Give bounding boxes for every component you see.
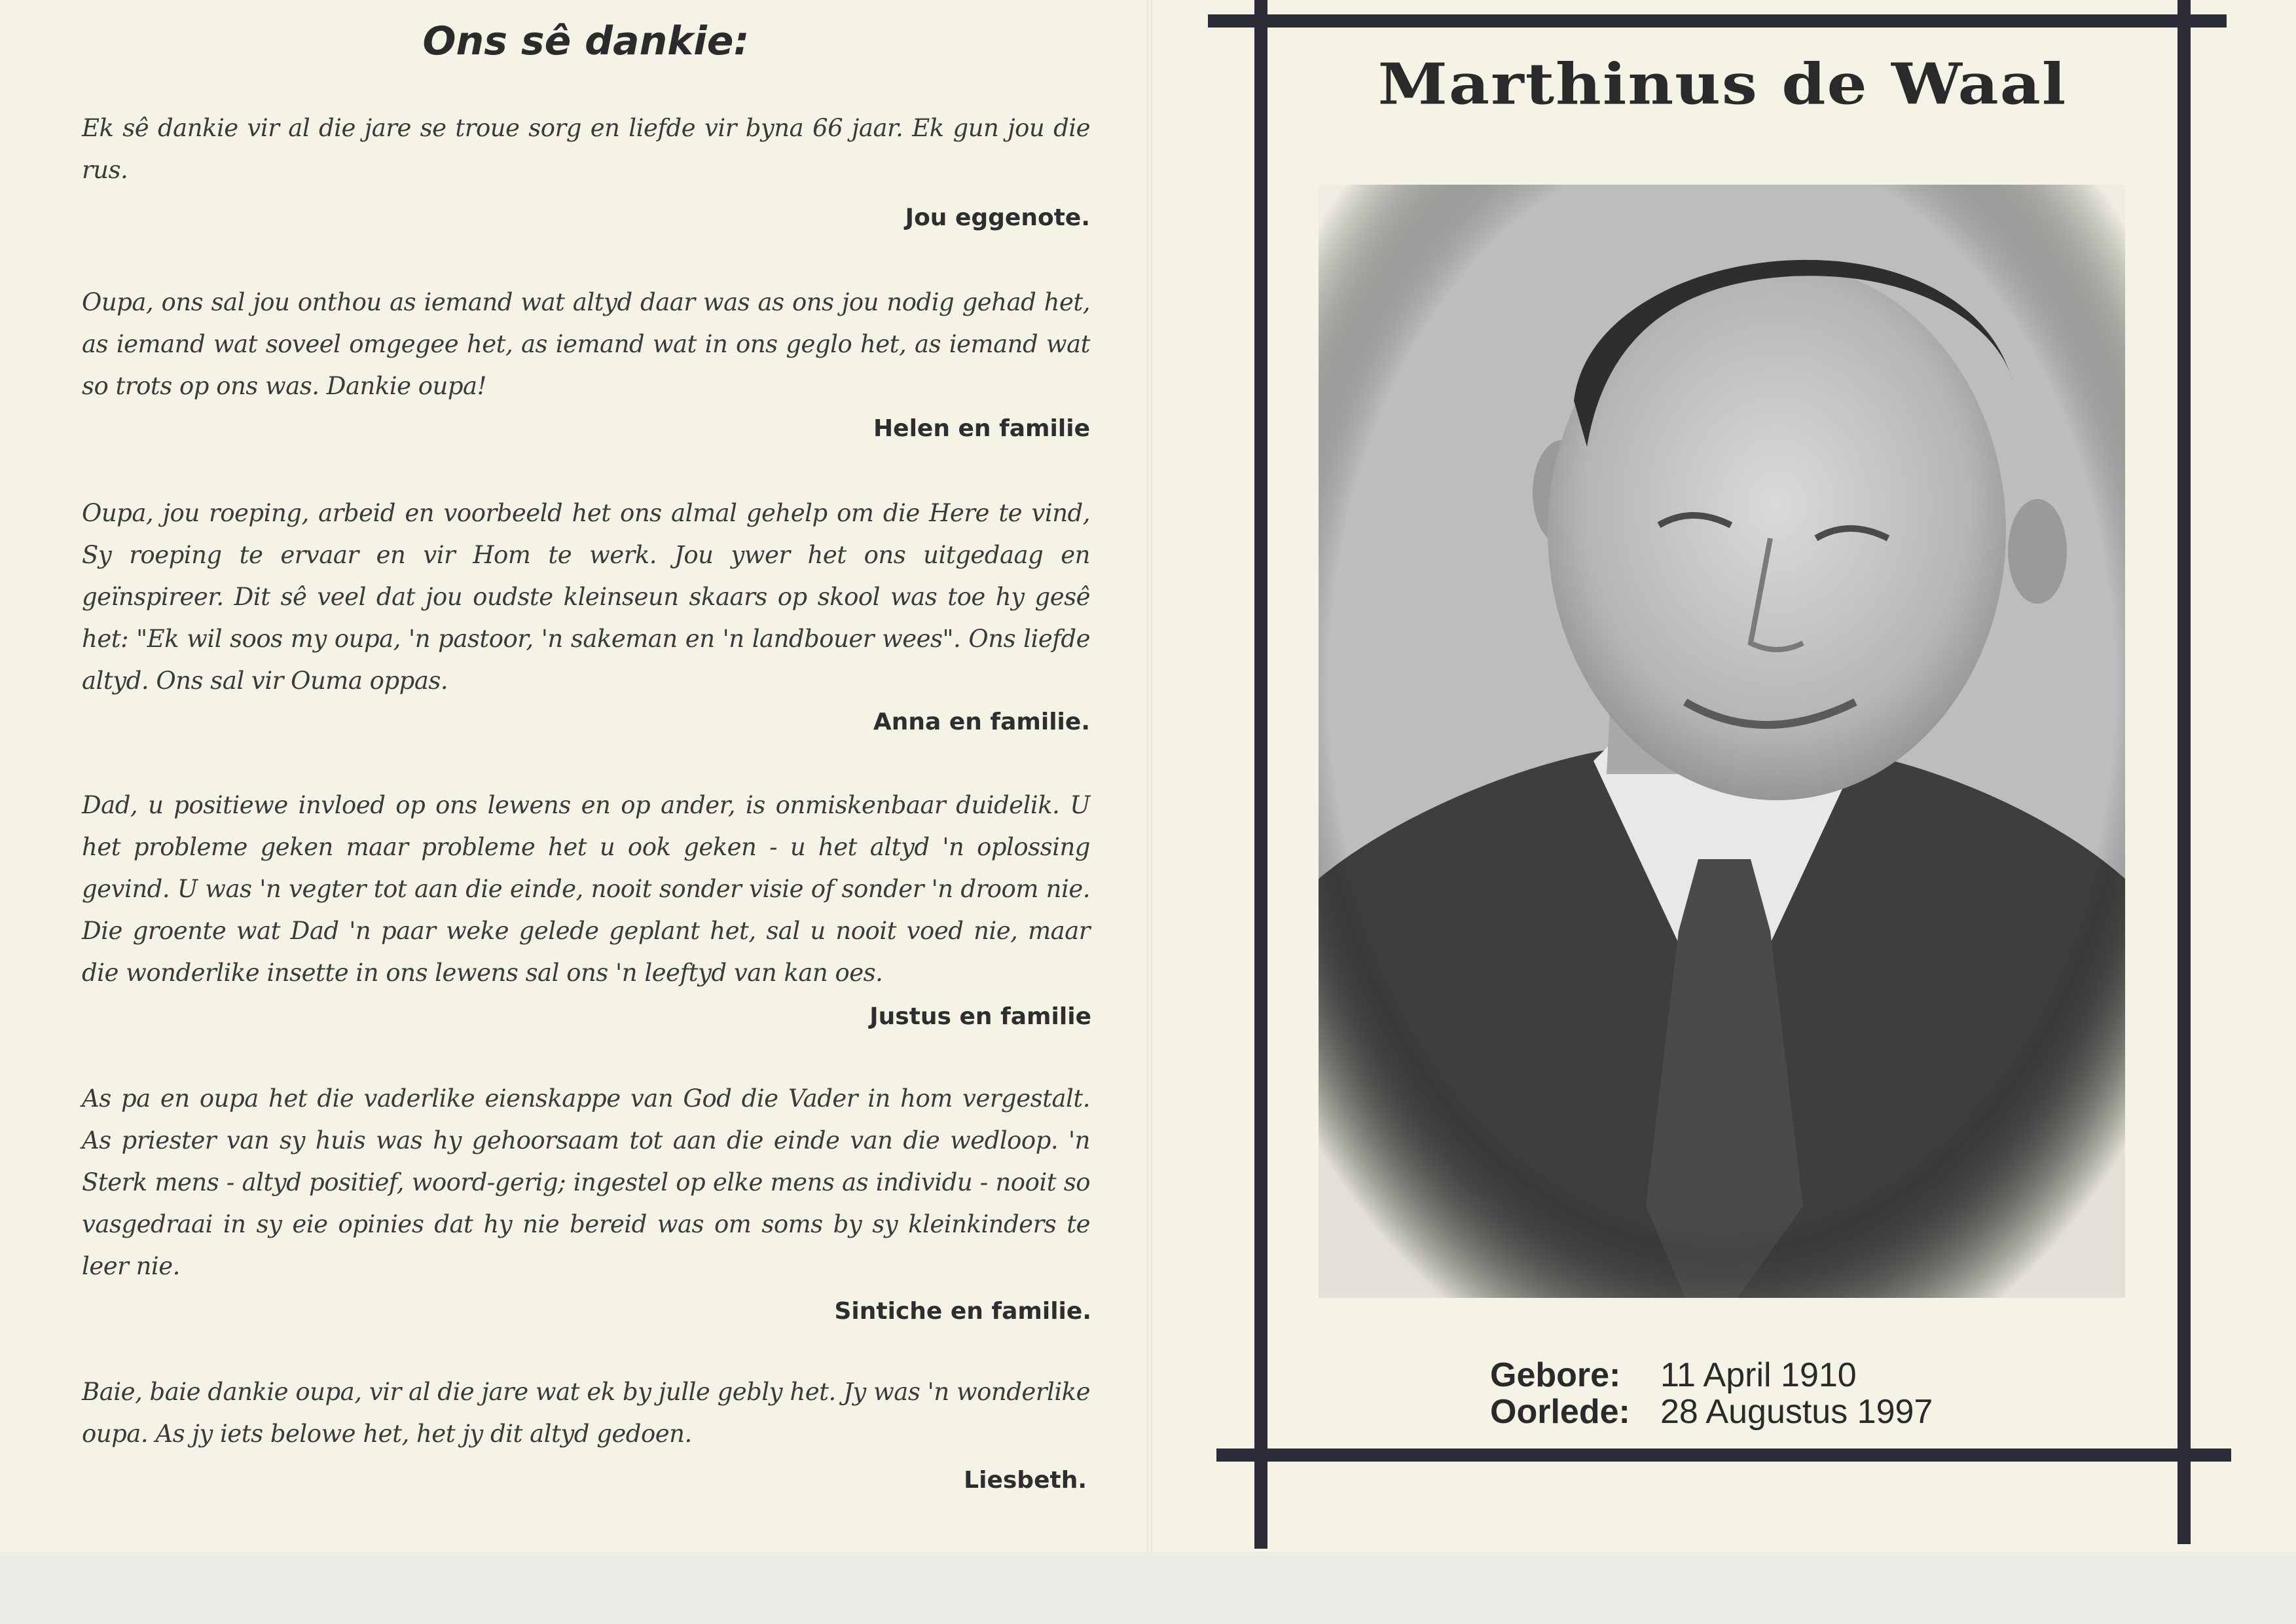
message-signature: Justus en familie xyxy=(869,1003,1091,1030)
frame-line-left xyxy=(1254,0,1267,1549)
born-row xyxy=(1490,1357,1933,1393)
message-text: Ek sê dankie vir al die jare se troue sorg en liefde vir byna 66 jaar. Ek gun jou die rus. xyxy=(82,114,1090,184)
message-block xyxy=(82,1371,1090,1455)
message-text: Oupa, jou roeping, arbeid en voorbeeld het ons almal gehelp om die Here te vind, Sy roeping te ervaar en vir Hom te werk. Jou ywer het ons uitgedaag en geïnspireer. Dit sê veel dat jou oudste kleinseun skaars op skool was toe hy gesê het: "Ek wil soos my oupa, 'n pastoor, 'n sakeman en 'n landbouer wees". Ons liefde altyd. Ons sal vir Ouma oppas. xyxy=(82,499,1090,695)
page-title: Ons sê dankie: xyxy=(422,18,750,64)
card-fold xyxy=(1147,0,1152,1552)
message-text: As pa en oupa het die vaderlike eienskappe van God die Vader in hom vergestalt. As priester van sy huis was hy gehoorsaam tot aan die einde van die wedloop. 'n Sterk mens - altyd positief, woord-gerig; ingestel op elke mens as individu - nooit so vasgedraai in sy eie opinies dat hy nie bereid was om soms by sy kleinkinders te leer nie. xyxy=(82,1084,1090,1280)
message-signature: Anna en familie. xyxy=(873,709,1090,735)
born-label: Gebore: xyxy=(1490,1356,1621,1394)
message-block xyxy=(82,492,1090,702)
portrait-illustration xyxy=(1319,185,2125,1298)
message-text: Dad, u positiewe invloed op ons lewens en op ander, is onmiskenbaar duidelik. U het probleme geken maar probleme het u ook geken - u het altyd 'n oplossing gevind. U was 'n vegter tot aan die einde, nooit sonder visie of sonder 'n droom nie. Die groente wat Dad 'n paar weke gelede geplant het, sal u nooit voed nie, maar die wonderlike insette in ons lewens sal ons 'n leeftyd van kan oes. xyxy=(82,791,1090,987)
message-text: Baie, baie dankie oupa, vir al die jare wat ek by julle gebly het. Jy was 'n wonderlike oupa. As jy iets belowe het, het jy dit altyd gedoen. xyxy=(82,1378,1090,1448)
frame-line-bottom xyxy=(1216,1449,2231,1462)
left-page xyxy=(0,0,1147,1552)
died-date: 28 Augustus 1997 xyxy=(1660,1393,1933,1431)
message-block xyxy=(82,282,1090,407)
frame-line-top xyxy=(1208,14,2227,28)
deceased-name: Marthinus de Waal xyxy=(1377,50,2068,118)
scan-margin xyxy=(0,1552,2296,1624)
portrait-photo xyxy=(1319,185,2125,1298)
message-block xyxy=(82,1078,1090,1287)
message-block xyxy=(82,784,1090,994)
message-block xyxy=(82,107,1090,191)
born-date: 11 April 1910 xyxy=(1660,1356,1857,1394)
life-dates xyxy=(1490,1357,1933,1430)
message-signature: Sintiche en familie. xyxy=(834,1298,1091,1325)
frame-line-right xyxy=(2178,0,2191,1544)
message-signature: Jou eggenote. xyxy=(905,204,1090,231)
message-signature: Liesbeth. xyxy=(964,1467,1087,1494)
message-text: Oupa, ons sal jou onthou as iemand wat altyd daar was as ons jou nodig gehad het, as iemand wat soveel omgegee het, as iemand wat in ons geglo het, as iemand wat so trots op ons was. Dankie oupa! xyxy=(82,288,1090,400)
died-row xyxy=(1490,1393,1933,1430)
message-signature: Helen en familie xyxy=(873,415,1090,442)
died-label: Oorlede: xyxy=(1490,1393,1630,1431)
